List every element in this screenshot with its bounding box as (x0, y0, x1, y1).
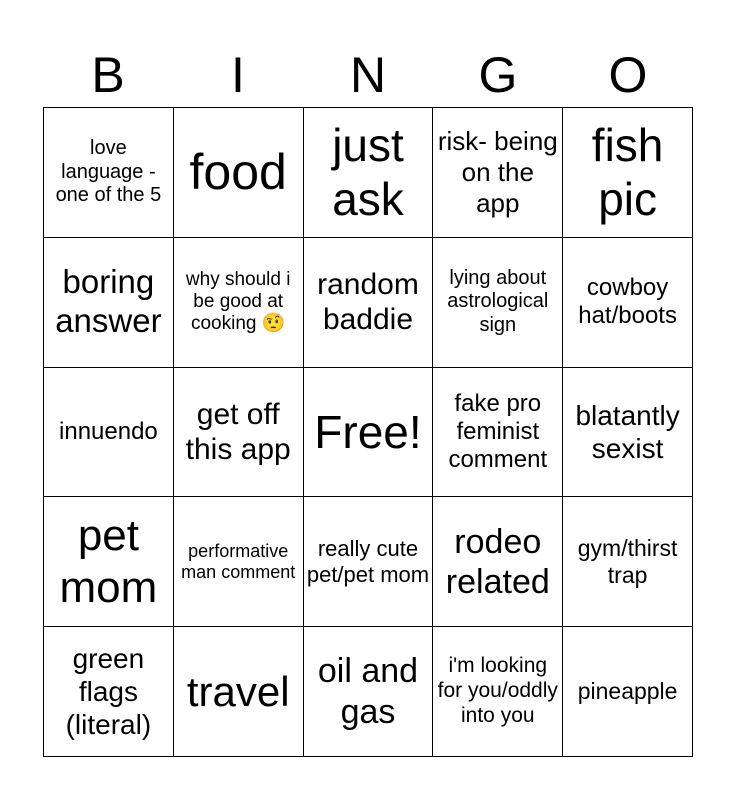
bingo-cell[interactable] (174, 627, 304, 757)
bingo-cell[interactable] (44, 238, 174, 368)
cell-text: gym/thirst trap (577, 534, 678, 588)
bingo-cell[interactable] (174, 497, 304, 627)
cell-text: performative man comment (181, 540, 296, 582)
cell-text: oil and gas (317, 652, 419, 731)
cell-text: i'm looking for you/oddly into you (437, 654, 558, 727)
cell-text: food (189, 143, 287, 200)
header-letter-b: B (91, 47, 125, 103)
bingo-cell[interactable] (304, 497, 434, 627)
cell-text: rodeo related (445, 522, 550, 601)
cell-text: get off this app (185, 397, 291, 466)
cell-text: pet mom (59, 510, 158, 612)
header-letter-g: G (478, 47, 518, 103)
cell-text: boring answer (55, 263, 162, 340)
bingo-cell[interactable] (433, 108, 563, 238)
bingo-cell[interactable] (174, 238, 304, 368)
cell-text: really cute pet/pet mom (306, 535, 430, 587)
bingo-cell[interactable] (433, 368, 563, 498)
cell-text: innuendo (59, 417, 158, 445)
cell-text: travel (186, 667, 290, 715)
bingo-cell[interactable] (563, 238, 693, 368)
cell-text: pineapple (577, 678, 678, 705)
bingo-cell[interactable] (304, 108, 434, 238)
bingo-cell[interactable] (563, 627, 693, 757)
cell-text: risk- being on the app (437, 126, 558, 218)
cell-text: just ask (332, 119, 404, 226)
cell-text: cowboy hat/boots (578, 273, 677, 330)
bingo-header (43, 44, 693, 106)
bingo-grid (43, 107, 693, 757)
bingo-cell[interactable] (304, 238, 434, 368)
cell-text: fish pic (591, 119, 664, 226)
cell-text: why should i be good at cooking 🤨 (185, 268, 291, 335)
bingo-cell[interactable] (433, 238, 563, 368)
header-letter-o: O (608, 47, 648, 103)
bingo-cell[interactable] (304, 627, 434, 757)
bingo-cell[interactable] (563, 497, 693, 627)
bingo-cell[interactable] (563, 108, 693, 238)
bingo-cell[interactable] (44, 497, 174, 627)
bingo-cell[interactable] (174, 108, 304, 238)
bingo-cell[interactable] (44, 627, 174, 757)
free-space-cell[interactable] (304, 368, 434, 498)
cell-text: green flags (literal) (65, 643, 152, 741)
bingo-cell[interactable] (44, 368, 174, 498)
bingo-cell[interactable] (44, 108, 174, 238)
cell-text: love language - one of the 5 (55, 137, 162, 207)
bingo-cell[interactable] (433, 627, 563, 757)
bingo-cell[interactable] (174, 368, 304, 498)
header-letter-n: N (349, 47, 387, 103)
cell-text: Free! (314, 405, 422, 458)
bingo-cell[interactable] (433, 497, 563, 627)
bingo-cell[interactable] (563, 368, 693, 498)
cell-text: fake pro feminist comment (448, 389, 548, 474)
cell-text: blatantly sexist (575, 399, 680, 464)
cell-text: lying about astrological sign (447, 266, 549, 336)
cell-text: random baddie (317, 267, 419, 337)
header-letter-i: I (231, 47, 245, 103)
